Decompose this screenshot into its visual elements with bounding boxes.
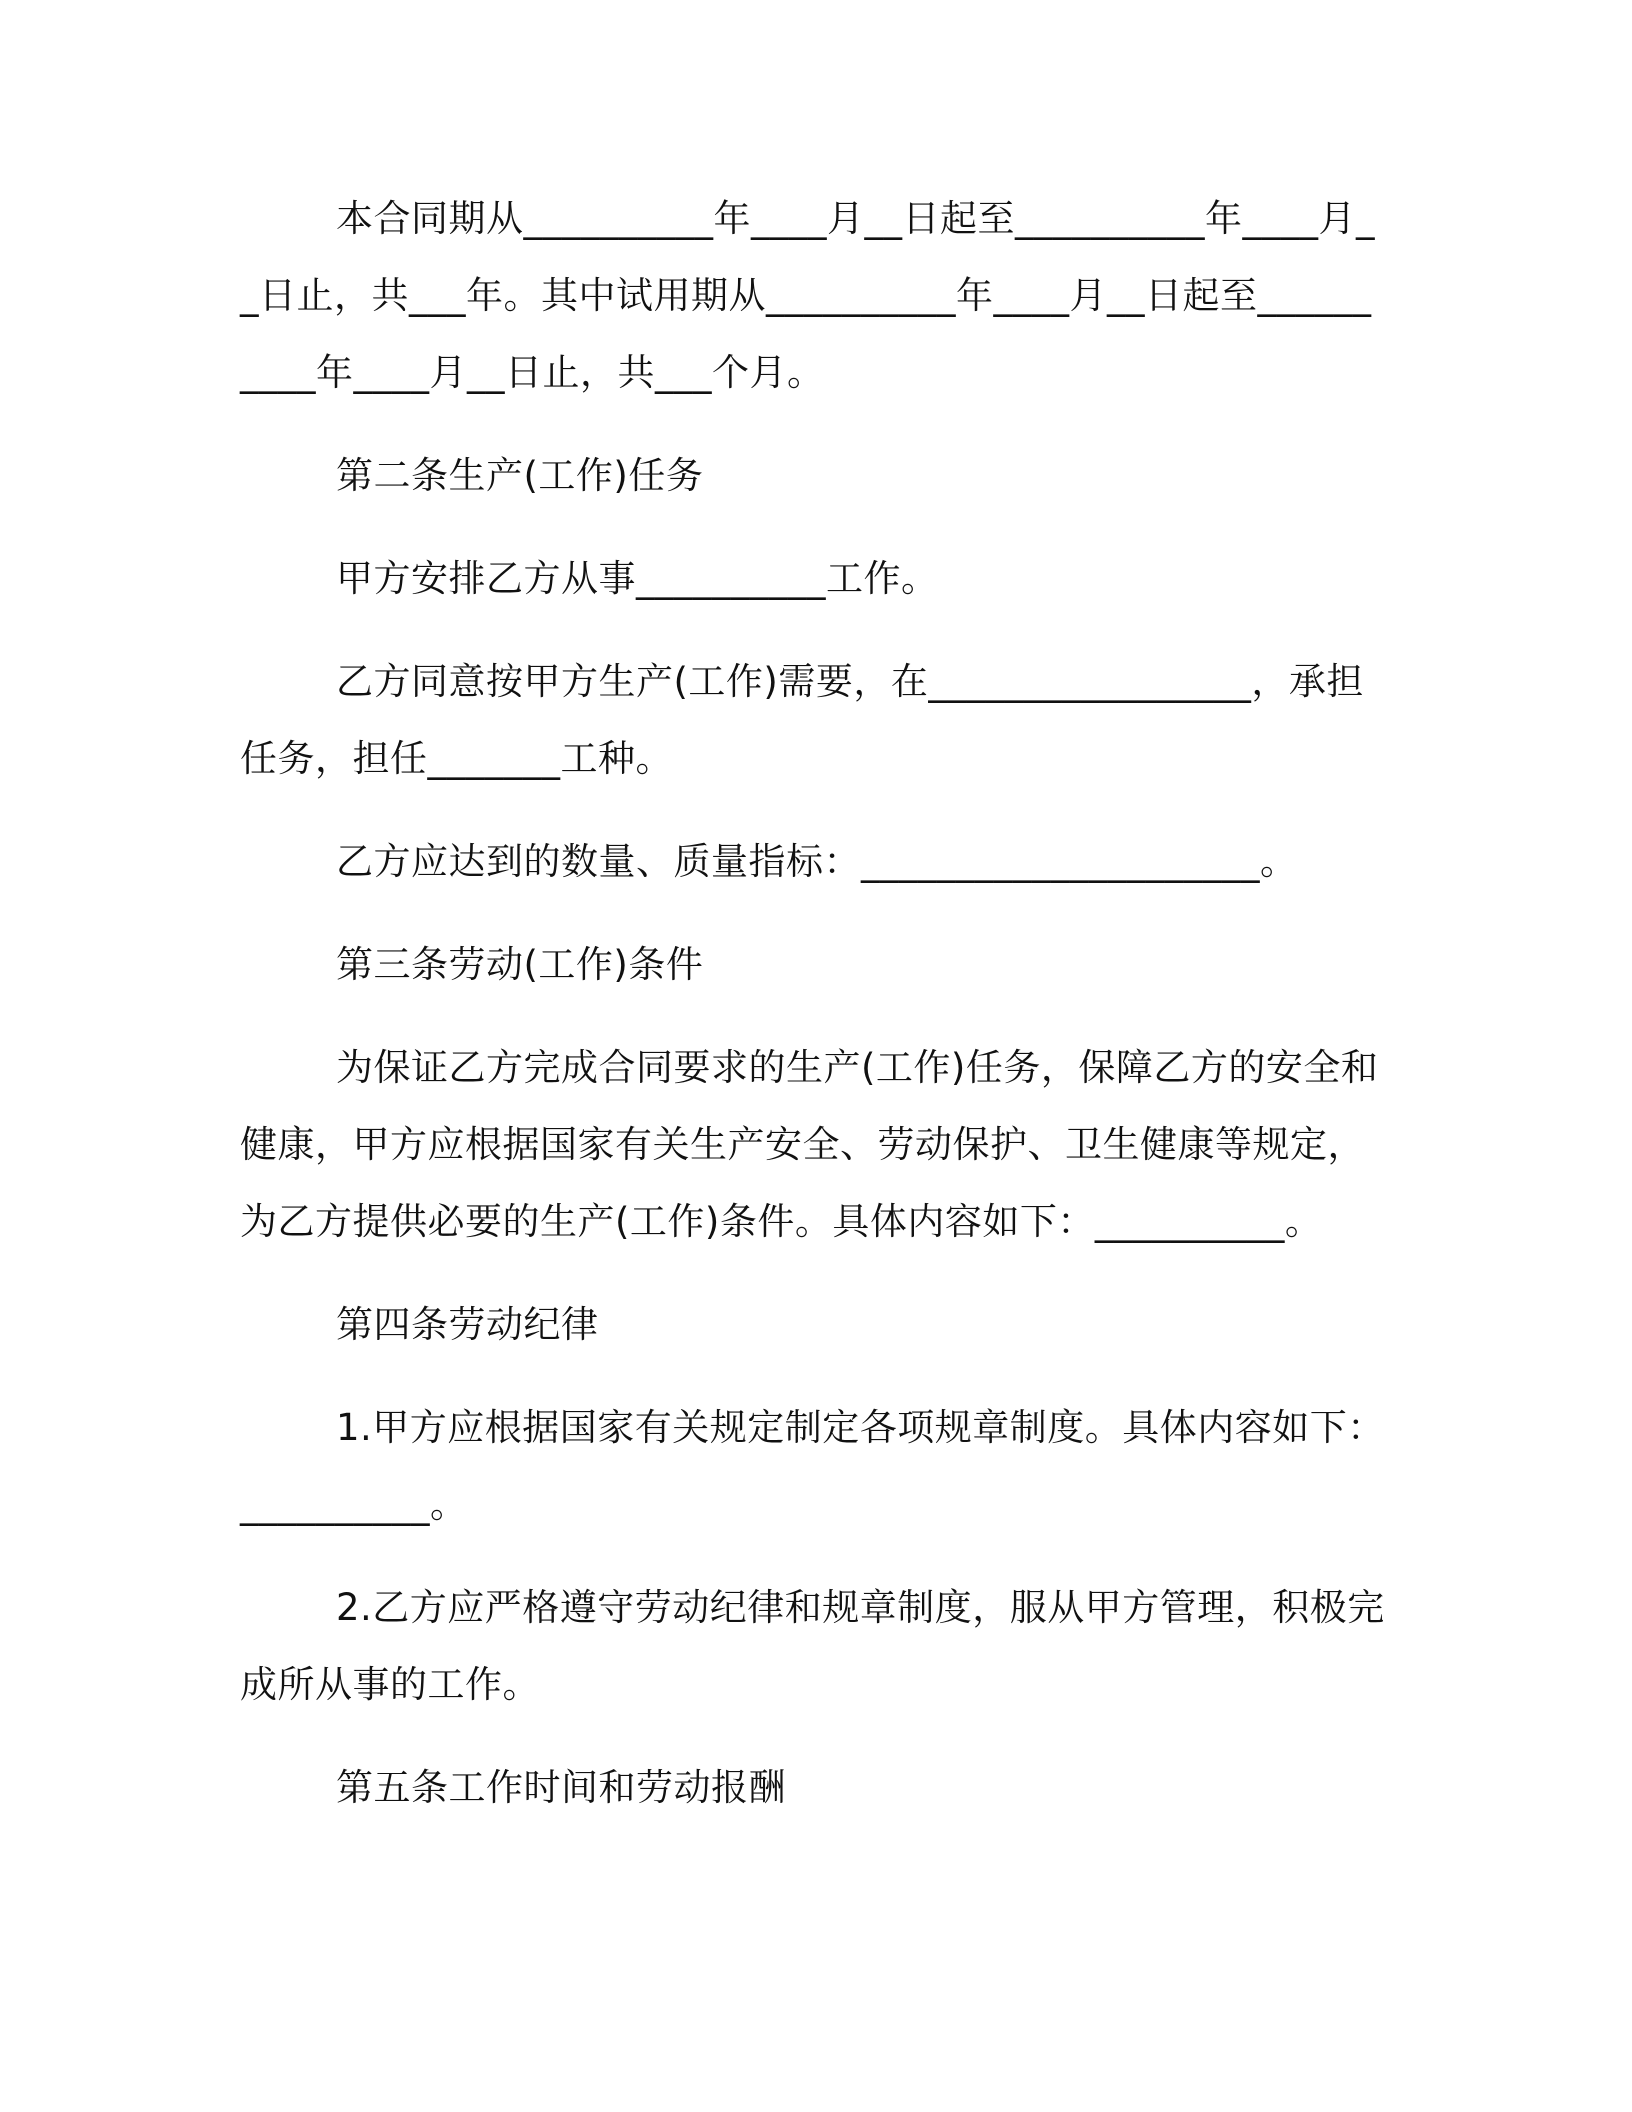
quota-paragraph: 乙方应达到的数量、质量指标：_____________________。 [336, 840, 1298, 883]
article-4-heading: 第四条劳动纪律 [336, 1303, 599, 1346]
working-conditions-paragraph: 为保证乙方完成合同要求的生产(工作)任务，保障乙方的安全和健康，甲方应根据国家有关生产安全、劳动保护、卫生健康等规定，为乙方提供必要的生产(工作)条件。具体内容如下：__________。 [240, 1046, 1379, 1243]
article-5-heading: 第五条工作时间和劳动报酬 [336, 1766, 786, 1809]
article-2-heading: 第二条生产(工作)任务 [336, 454, 704, 497]
discipline-item-1: 1.甲方应根据国家有关规定制定各项规章制度。具体内容如下：__________。 [240, 1406, 1385, 1526]
contract-term-paragraph: 本合同期从__________年____月__日起至__________年____月__日止，共___年。其中试用期从__________年____月__日起至__________年____月__日止，共___个月。 [240, 197, 1375, 394]
job-assignment-paragraph: 甲方安排乙方从事__________工作。 [336, 557, 939, 600]
article-3-heading: 第三条劳动(工作)条件 [336, 943, 704, 986]
work-location-paragraph: 乙方同意按甲方生产(工作)需要，在_________________，承担任务，担任_______工种。 [240, 660, 1364, 780]
discipline-item-2: 2.乙方应严格遵守劳动纪律和规章制度，服从甲方管理，积极完成所从事的工作。 [240, 1586, 1385, 1706]
